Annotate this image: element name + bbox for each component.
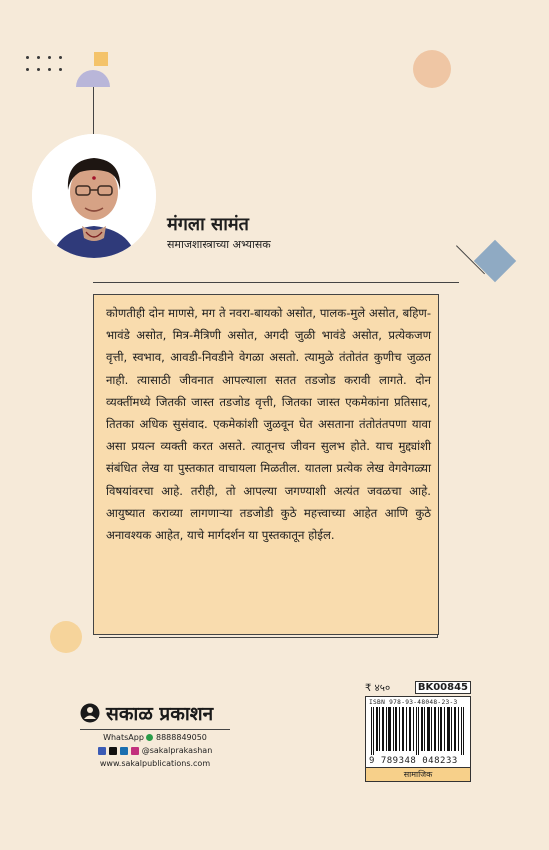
- book-code: BK00845: [415, 681, 471, 694]
- whatsapp-label: WhatsApp: [103, 733, 144, 742]
- yellow-circle-decoration: [50, 621, 82, 653]
- peach-circle-decoration: [413, 50, 451, 88]
- social-handle[interactable]: @sakalprakashan: [141, 746, 213, 755]
- publisher-name: सकाळ प्रकाशन: [106, 703, 214, 725]
- social-links: [80, 746, 230, 755]
- author-name: मंगला सामंत: [167, 214, 249, 235]
- blurb-top-rule: [93, 282, 459, 283]
- whatsapp-icon: [146, 734, 153, 741]
- category-label: सामाजिक: [365, 768, 471, 782]
- instagram-icon[interactable]: [131, 747, 139, 755]
- facebook-icon[interactable]: [98, 747, 106, 755]
- publisher-brand: [80, 700, 213, 726]
- publisher-rule: [80, 729, 230, 730]
- x-icon[interactable]: [109, 747, 117, 755]
- publisher-website[interactable]: www.sakalpublications.com: [99, 759, 211, 768]
- barcode-icon: [369, 707, 467, 755]
- isbn: ISBN 978-93-48048-23-3: [369, 699, 458, 706]
- author-role: समाजशास्त्राच्या अभ्यासक: [167, 238, 271, 251]
- yellow-square-decoration: [94, 52, 108, 66]
- author-photo: [32, 134, 156, 258]
- barcode-digits: 9 789348 048233: [369, 756, 458, 766]
- price-barcode-block: [365, 680, 471, 782]
- dot-grid-decoration: [26, 56, 70, 76]
- whatsapp-line: [80, 733, 230, 742]
- isbn-box: [365, 696, 471, 768]
- blue-diamond-decoration: [474, 240, 516, 282]
- whatsapp-number: 8888849050: [156, 733, 207, 742]
- book-blurb: कोणतीही दोन माणसे, मग ते नवरा-बायको असोत, पालक-मुले असोत, बहिण-भावंडे असोत, मित्र-मैत्रिणी असोत, अगदी जुळी भावंडे असोत, प्रत्येकजण वृत्ती, स्वभाव, आवडी-निवडीने वेगळा असतो. त्यामुळे तंतोतंत कुणीच जुळत नाही. त्यासाठी जीवनात आपल्याला सतत तडजोड करावी लागते. दोन व्यक्तींमध्ये जितकी जास्त तडजोड वृत्ती, जितका जास्त एकमेकांना प्रतिसाद, तितका अधिक सुसंवाद. एकमेकांशी जुळवून घेत असताना तंतोतंतपणा यावा असा प्रयत्न व्यक्ती करत असते. त्यातूनच जीवन सुलभ होते. याच मुद्द्यांशी संबंधित लेख या पुस्तकात वाचायला मिळतील. यातला प्रत्येक लेख वेगवेगळ्या विषयांवरचा आहे. तरीही, तो आपल्या जगण्याशी अत्यंत जवळचा आहे. आयुष्यात कराव्या लागणाऱ्या तडजोडी कुठे महत्त्वाच्या आहेत आणि कुठे अनावश्यक आहेत, याचे मार्गदर्शन या पुस्तकातून होईल.: [106, 306, 431, 543]
- price: ₹ ४५०: [365, 683, 391, 694]
- lavender-half-circle-decoration: [76, 70, 110, 87]
- author-portrait-icon: [32, 134, 156, 258]
- publisher-logo-icon: [80, 703, 100, 723]
- linkedin-icon[interactable]: [120, 747, 128, 755]
